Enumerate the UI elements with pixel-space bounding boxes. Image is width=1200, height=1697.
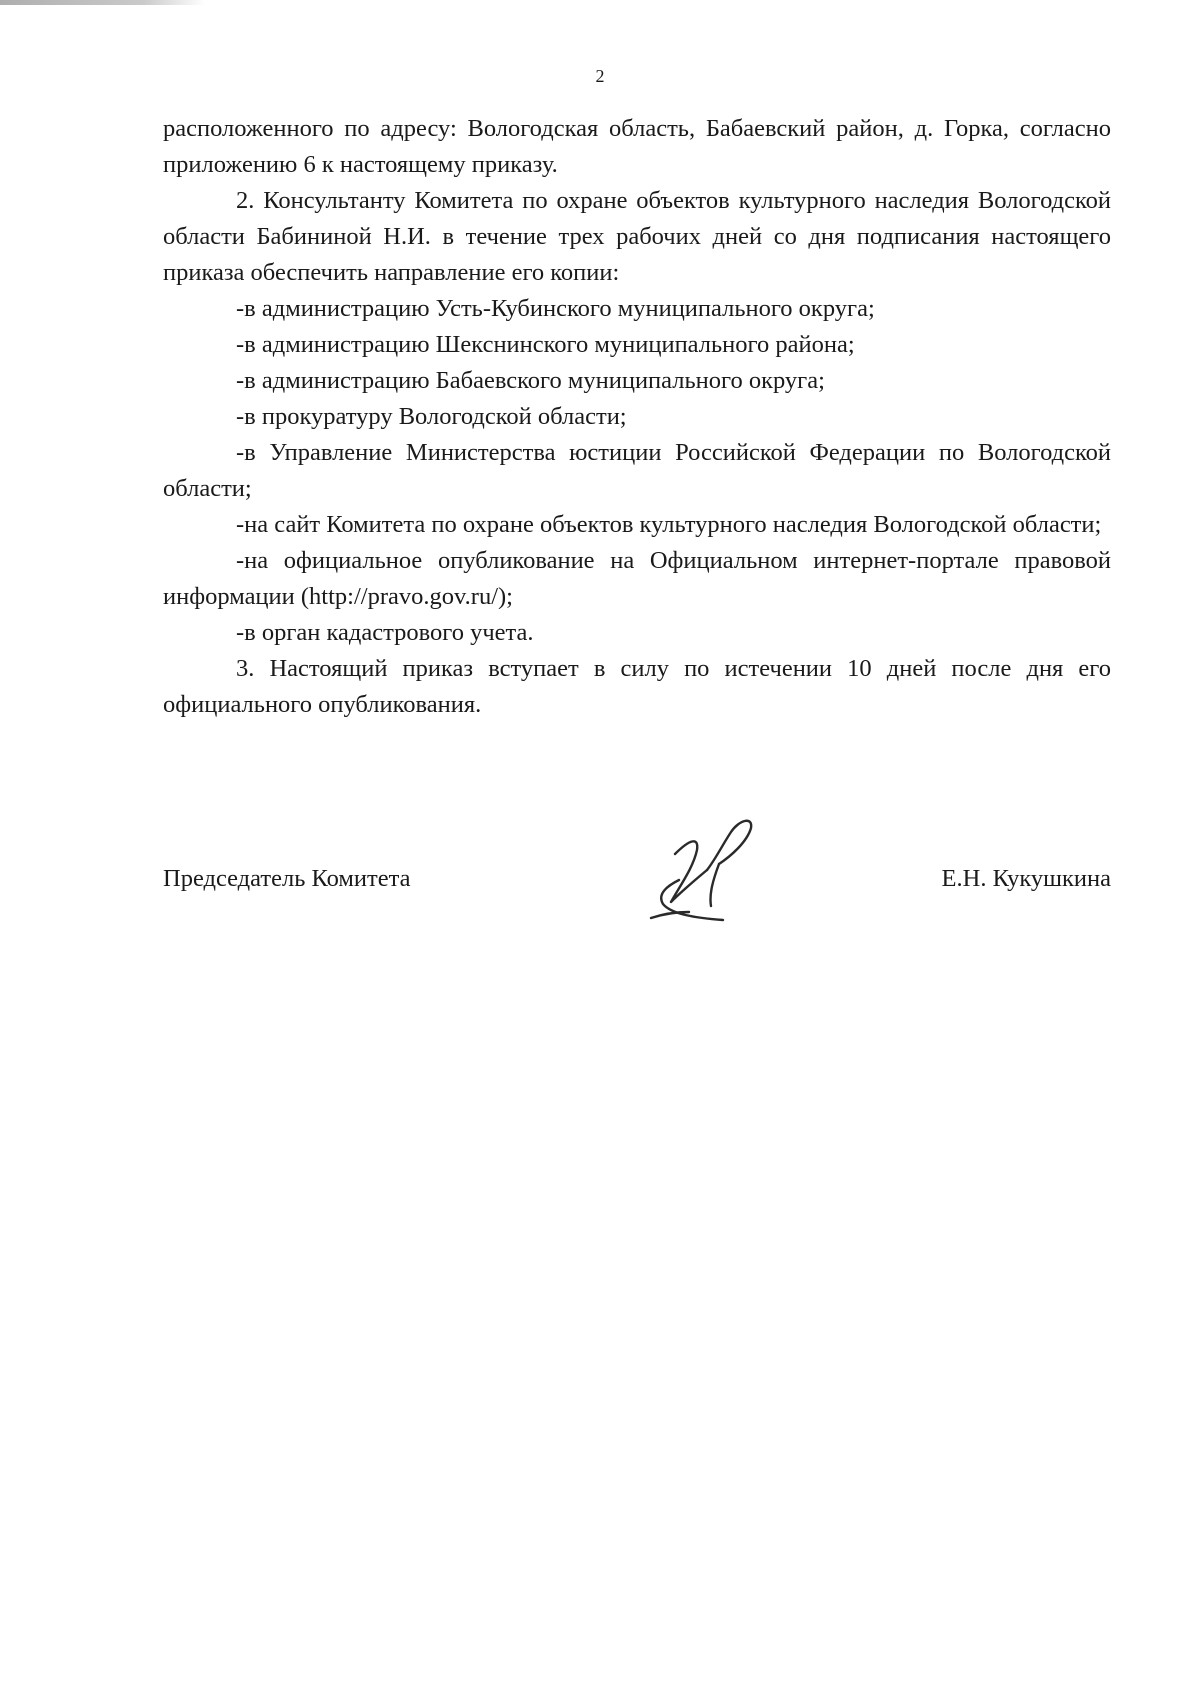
page-number: 2 [595, 66, 605, 86]
recipient-list-item: -на официальное опубликование на Официальном интернет-портале правовой информации (http://pravo.gov.ru/); [163, 547, 1111, 610]
recipient-list-item: -в администрацию Шекснинского муниципального района; [236, 331, 855, 358]
recipient-list-item: -в прокуратуру Вологодской области; [236, 403, 627, 430]
paragraph-address-continuation: расположенного по адресу: Вологодская область, Бабаевский район, д. Горка, согласно приложению 6 к настоящему приказу. [163, 115, 1111, 178]
paragraph-item-2: 2. Консультанту Комитета по охране объектов культурного наследия Вологодской области Бабининой Н.И. в течение трех рабочих дней со дня подписания настоящего приказа обеспечить направление его копии: [163, 187, 1111, 286]
signatory-title: Председатель Комитета [163, 865, 411, 892]
paragraph-item-3: 3. Настоящий приказ вступает в силу по истечении 10 дней после дня его официального опубликования. [163, 655, 1111, 718]
signature-block [163, 858, 1111, 958]
order-text [163, 111, 1111, 723]
handwritten-signature-icon [623, 810, 783, 930]
recipient-list-item: -в администрацию Бабаевского муниципального округа; [236, 367, 825, 394]
scan-edge-artifact [0, 0, 205, 5]
recipient-list-item: -в Управление Министерства юстиции Российской Федерации по Вологодской области; [163, 439, 1111, 502]
signatory-name: Е.Н. Кукушкина [941, 865, 1111, 892]
recipient-list-item: -в орган кадастрового учета. [236, 619, 534, 646]
recipient-list-item: -в администрацию Усть-Кубинского муниципального округа; [236, 295, 875, 322]
recipient-list-item: -на сайт Комитета по охране объектов культурного наследия Вологодской области; [236, 511, 1102, 538]
